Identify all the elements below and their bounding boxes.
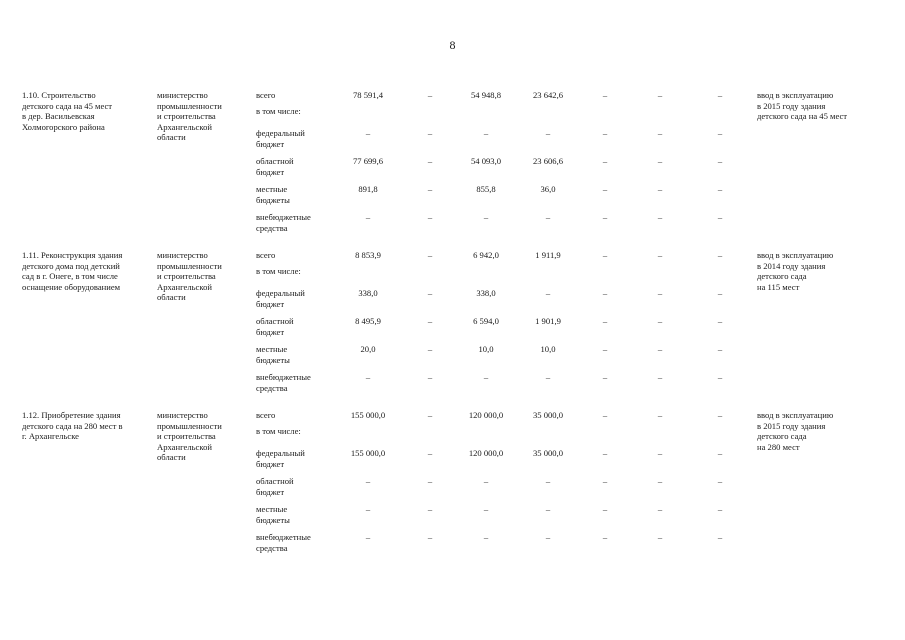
funding-value-cell: – — [483, 532, 489, 542]
funding-value-cell: 35 000,0 — [532, 448, 564, 458]
funding-row — [0, 504, 905, 532]
activity-title: 1.10. Строительство детского сада на 45 мест в дер. Васильевская Холмогорского района — [22, 90, 113, 132]
funding-value-cell: – — [427, 156, 433, 166]
funding-value-cell: – — [602, 212, 608, 222]
responsible-executor: министерство промышленности и строительства Архангельской области — [157, 410, 222, 462]
funding-row — [0, 184, 905, 212]
responsible-executor: министерство промышленности и строительства Архангельской области — [157, 250, 222, 302]
funding-value-cell: – — [602, 90, 608, 100]
funding-value-cell: – — [657, 532, 663, 542]
funding-value-cell: – — [717, 344, 723, 354]
funding-value-cell: 8 853,9 — [355, 250, 381, 260]
funding-value-cell: – — [545, 212, 551, 222]
funding-value-cell: – — [657, 128, 663, 138]
responsible-executor: министерство промышленности и строительства Архангельской области — [157, 90, 222, 142]
funding-row — [0, 476, 905, 504]
funding-value-cell: – — [717, 410, 723, 420]
funding-value-cell: 6 942,0 — [473, 250, 499, 260]
funding-value-cell: – — [717, 212, 723, 222]
expected-result: ввод в эксплуатацию в 2014 году здания детского сада на 115 мест — [757, 250, 834, 292]
funding-value-cell: – — [602, 344, 608, 354]
funding-value-cell: – — [657, 250, 663, 260]
funding-value-cell: 10,0 — [540, 344, 556, 354]
funding-value-cell: 338,0 — [358, 288, 378, 298]
funding-source-label: всего — [256, 410, 276, 420]
funding-value-cell: – — [657, 504, 663, 514]
funding-value-cell: – — [483, 128, 489, 138]
funding-value-cell: 338,0 — [476, 288, 496, 298]
funding-value-cell: – — [427, 250, 433, 260]
funding-value-cell: – — [427, 184, 433, 194]
funding-value-cell: – — [602, 250, 608, 260]
funding-value-cell: – — [657, 344, 663, 354]
funding-row — [0, 316, 905, 344]
funding-value-cell: – — [427, 532, 433, 542]
funding-value-cell: – — [602, 156, 608, 166]
funding-source-label: внебюджетные средства — [256, 212, 311, 233]
funding-value-cell: – — [657, 476, 663, 486]
funding-value-cell: – — [427, 212, 433, 222]
funding-source-label: внебюджетные средства — [256, 372, 311, 393]
funding-value-cell: – — [602, 448, 608, 458]
funding-value-cell: – — [717, 128, 723, 138]
funding-value-cell: – — [602, 372, 608, 382]
funding-value-cell: – — [545, 532, 551, 542]
funding-source-label: в том числе: — [256, 106, 301, 116]
funding-value-cell: – — [602, 316, 608, 326]
funding-value-cell: 78 591,4 — [352, 90, 384, 100]
funding-row — [0, 128, 905, 156]
funding-value-cell: – — [427, 410, 433, 420]
funding-value-cell: 1 911,9 — [535, 250, 561, 260]
funding-value-cell: 1 901,9 — [535, 316, 561, 326]
funding-value-cell: – — [657, 410, 663, 420]
funding-value-cell: – — [483, 504, 489, 514]
funding-source-label: областной бюджет — [256, 156, 294, 177]
funding-source-label: федеральный бюджет — [256, 128, 305, 149]
funding-source-label: всего — [256, 90, 276, 100]
funding-value-cell: – — [717, 532, 723, 542]
funding-value-cell: – — [717, 504, 723, 514]
funding-source-label: федеральный бюджет — [256, 288, 305, 309]
funding-value-cell: – — [365, 504, 371, 514]
funding-value-cell: – — [602, 532, 608, 542]
funding-row — [0, 156, 905, 184]
funding-value-cell: – — [602, 128, 608, 138]
funding-value-cell: – — [657, 184, 663, 194]
funding-value-cell: – — [717, 90, 723, 100]
funding-row — [0, 212, 905, 240]
funding-row — [0, 532, 905, 560]
funding-value-cell: – — [545, 372, 551, 382]
funding-value-cell: – — [657, 316, 663, 326]
funding-value-cell: 155 000,0 — [350, 448, 386, 458]
funding-value-cell: – — [602, 476, 608, 486]
funding-value-cell: – — [427, 504, 433, 514]
funding-source-label: областной бюджет — [256, 316, 294, 337]
funding-value-cell: – — [483, 372, 489, 382]
expected-result: ввод в эксплуатацию в 2015 году здания детского сада на 280 мест — [757, 410, 834, 452]
funding-value-cell: – — [545, 288, 551, 298]
funding-value-cell: – — [717, 156, 723, 166]
funding-source-label: внебюджетные средства — [256, 532, 311, 553]
funding-value-cell: – — [657, 372, 663, 382]
funding-value-cell: – — [717, 184, 723, 194]
funding-value-cell: – — [427, 90, 433, 100]
funding-row — [0, 372, 905, 400]
funding-value-cell: – — [717, 372, 723, 382]
activity-title: 1.11. Реконструкция здания детского дома под детский сад в г. Онеге, в том числе оснащение оборудованием — [22, 250, 123, 292]
funding-value-cell: – — [483, 476, 489, 486]
funding-value-cell: 120 000,0 — [468, 410, 504, 420]
funding-value-cell: – — [717, 476, 723, 486]
funding-value-cell: – — [545, 128, 551, 138]
funding-value-cell: – — [365, 476, 371, 486]
funding-value-cell: 23 642,6 — [532, 90, 564, 100]
funding-value-cell: – — [427, 448, 433, 458]
funding-value-cell: – — [602, 504, 608, 514]
funding-value-cell: – — [657, 156, 663, 166]
funding-value-cell: 8 495,9 — [355, 316, 381, 326]
funding-value-cell: 120 000,0 — [468, 448, 504, 458]
funding-source-label: местные бюджеты — [256, 344, 290, 365]
funding-value-cell: 23 606,6 — [532, 156, 564, 166]
funding-source-label: федеральный бюджет — [256, 448, 305, 469]
funding-value-cell: – — [602, 410, 608, 420]
funding-value-cell: – — [657, 212, 663, 222]
expected-result: ввод в эксплуатацию в 2015 году здания детского сада на 45 мест — [757, 90, 848, 121]
funding-value-cell: 855,8 — [476, 184, 496, 194]
funding-value-cell: – — [717, 316, 723, 326]
funding-value-cell: – — [657, 288, 663, 298]
funding-value-cell: – — [545, 476, 551, 486]
funding-value-cell: – — [427, 128, 433, 138]
funding-value-cell: 155 000,0 — [350, 410, 386, 420]
funding-value-cell: – — [427, 316, 433, 326]
funding-value-cell: 77 699,6 — [352, 156, 384, 166]
funding-value-cell: – — [365, 212, 371, 222]
funding-value-cell: – — [427, 476, 433, 486]
funding-value-cell: – — [602, 184, 608, 194]
page-number: 8 — [449, 38, 456, 52]
activity-title: 1.12. Приобретение здания детского сада на 280 мест в г. Архангельске — [22, 410, 123, 441]
funding-source-label: областной бюджет — [256, 476, 294, 497]
funding-value-cell: 35 000,0 — [532, 410, 564, 420]
funding-value-cell: – — [545, 504, 551, 514]
funding-value-cell: – — [365, 532, 371, 542]
funding-value-cell: 10,0 — [478, 344, 494, 354]
funding-value-cell: 6 594,0 — [473, 316, 499, 326]
funding-value-cell: – — [717, 448, 723, 458]
funding-source-label: местные бюджеты — [256, 504, 290, 525]
funding-value-cell: – — [427, 344, 433, 354]
funding-value-cell: 891,8 — [358, 184, 378, 194]
funding-value-cell: – — [657, 448, 663, 458]
funding-value-cell: 54 093,0 — [470, 156, 502, 166]
funding-source-label: в том числе: — [256, 266, 301, 276]
funding-value-cell: – — [365, 372, 371, 382]
funding-source-label: в том числе: — [256, 426, 301, 436]
funding-value-cell: 54 948,8 — [470, 90, 502, 100]
funding-value-cell: – — [717, 250, 723, 260]
funding-row — [0, 344, 905, 372]
funding-value-cell: – — [717, 288, 723, 298]
funding-value-cell: 36,0 — [540, 184, 556, 194]
funding-value-cell: – — [427, 372, 433, 382]
funding-source-label: местные бюджеты — [256, 184, 290, 205]
funding-value-cell: 20,0 — [360, 344, 376, 354]
funding-value-cell: – — [365, 128, 371, 138]
funding-row — [0, 288, 905, 316]
funding-row — [0, 448, 905, 476]
funding-value-cell: – — [657, 90, 663, 100]
funding-value-cell: – — [602, 288, 608, 298]
funding-source-label: всего — [256, 250, 276, 260]
funding-value-cell: – — [483, 212, 489, 222]
funding-value-cell: – — [427, 288, 433, 298]
